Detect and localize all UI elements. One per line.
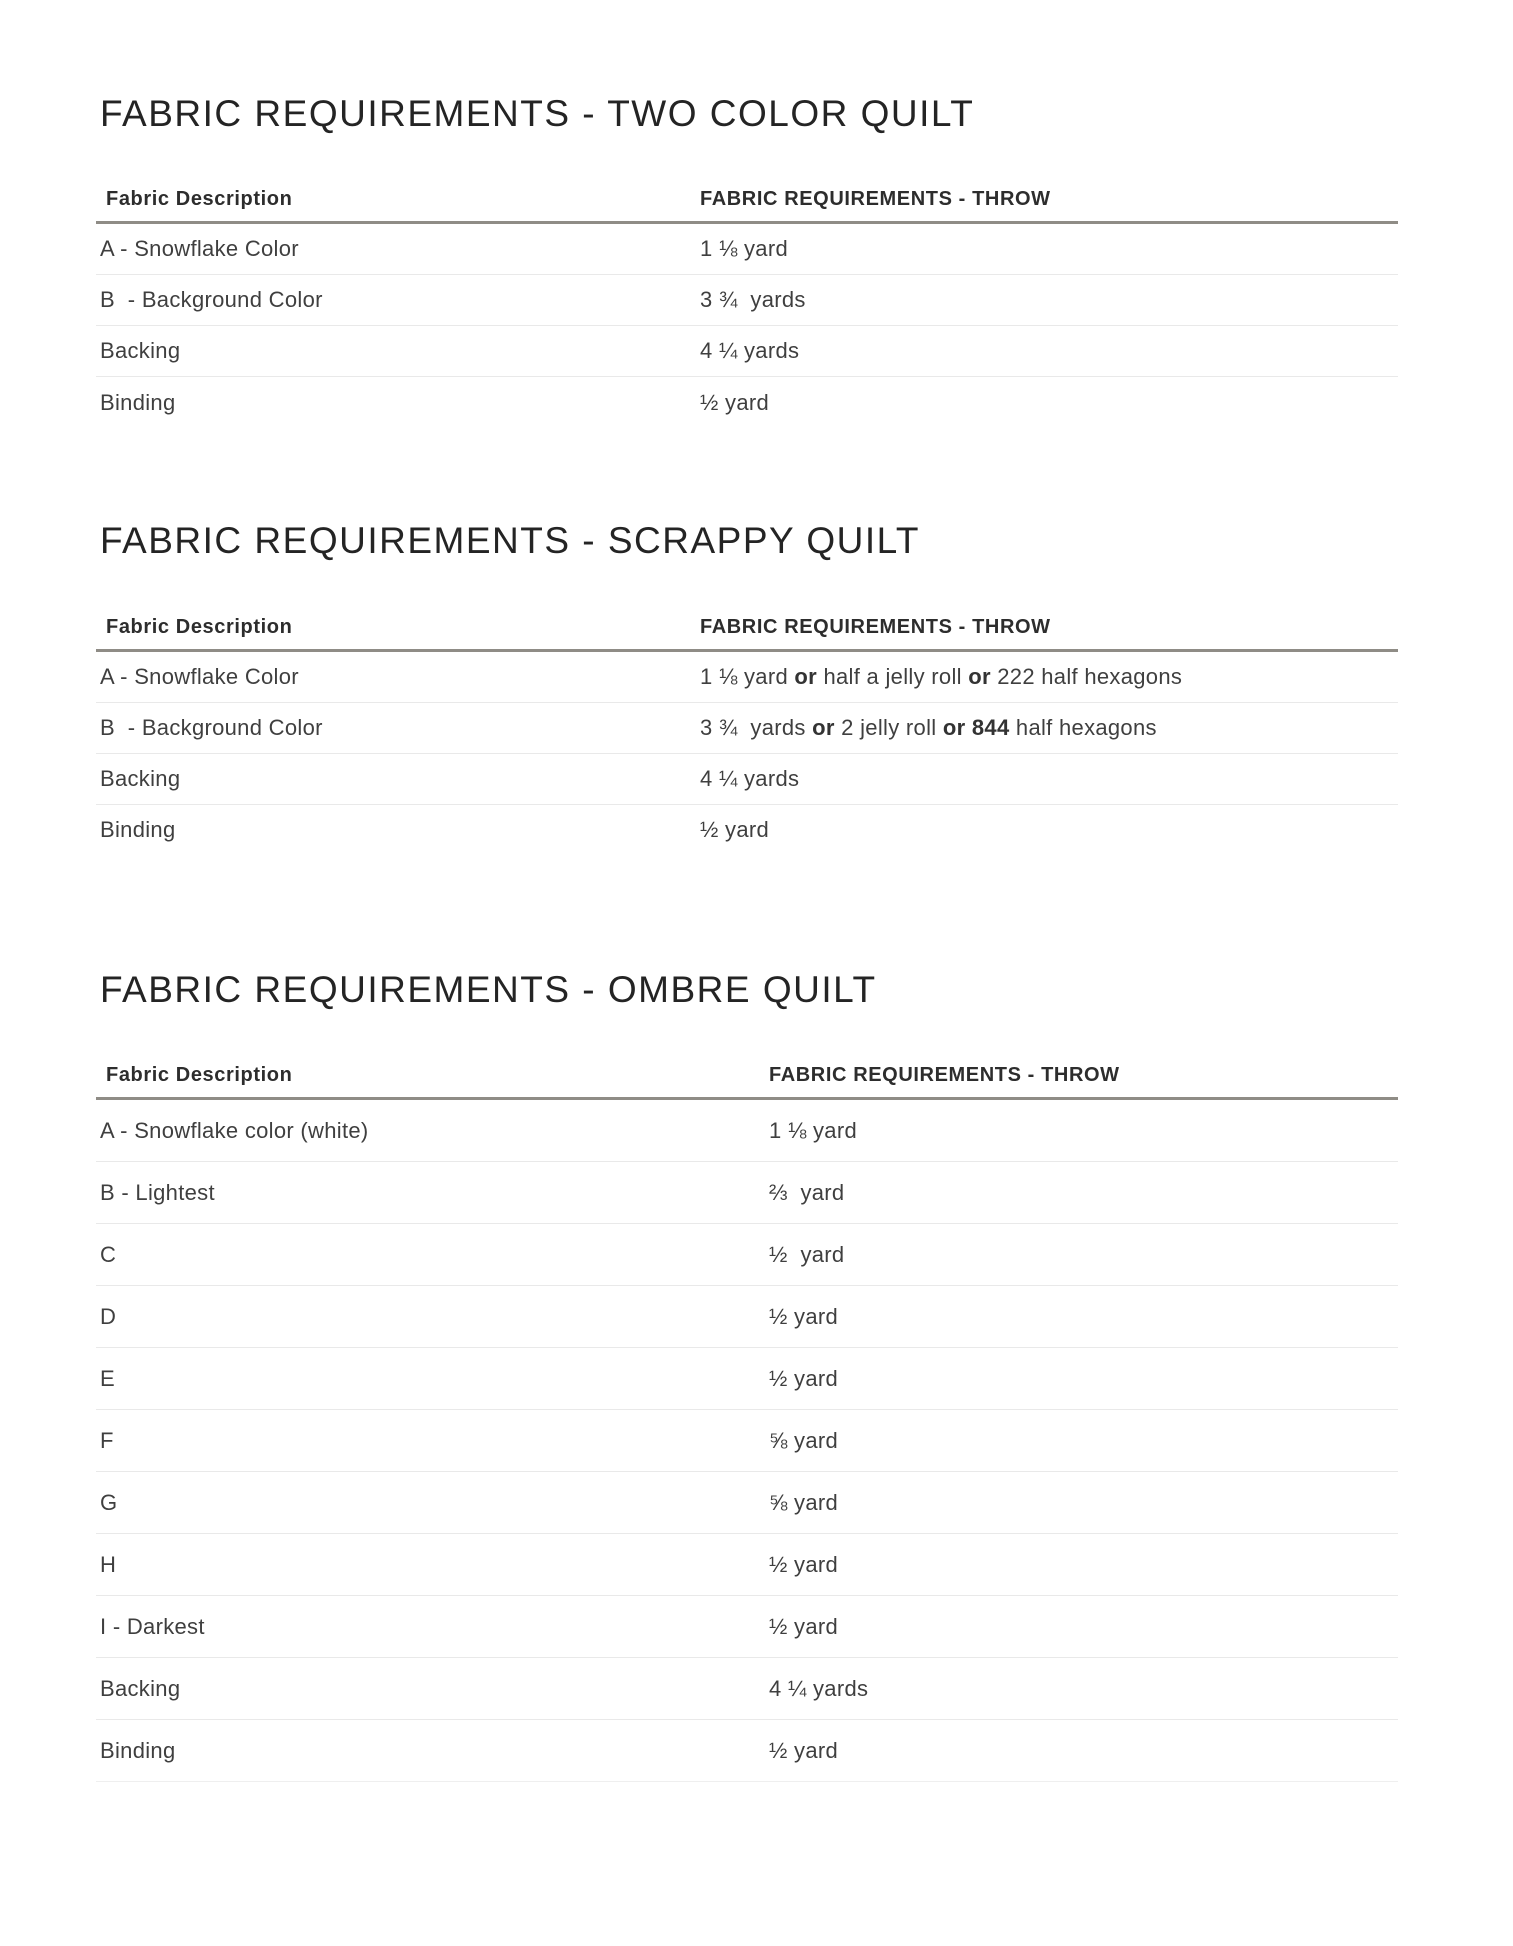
table-row — [96, 1472, 1398, 1534]
row-value: ½ yard — [769, 1551, 839, 1577]
column-header-requirements-throw: FABRIC REQUIREMENTS - THROW — [700, 615, 1051, 638]
row-label: A - Snowflake color (white) — [100, 1117, 369, 1143]
row-value: 4 ¼ yards — [700, 338, 800, 364]
row-label: B - Background Color — [100, 714, 323, 740]
column-header-requirements-throw: FABRIC REQUIREMENTS - THROW — [700, 188, 1051, 211]
row-label: C — [100, 1241, 117, 1267]
table-row — [96, 224, 1398, 275]
row-value: ½ yard — [769, 1737, 839, 1763]
row-value: ½ yard — [700, 817, 770, 843]
table-row — [96, 1534, 1398, 1596]
table-row — [96, 754, 1398, 805]
row-label: Backing — [100, 1675, 181, 1701]
row-value: ⅝ yard — [769, 1489, 839, 1515]
row-value: 1 ⅛ yard — [700, 236, 789, 262]
table-row — [96, 275, 1398, 326]
row-value: ⅔ yard — [769, 1179, 845, 1205]
table-row — [96, 805, 1398, 856]
row-value: 3 ¾ yards or 2 jelly roll or 844 half hexagons — [700, 714, 1157, 740]
section-title-ombre-quilt: FABRIC REQUIREMENTS - OMBRE QUILT — [100, 968, 877, 1010]
table-row — [96, 1658, 1398, 1720]
row-value: ½ yard — [769, 1613, 839, 1639]
column-header-requirements-throw: FABRIC REQUIREMENTS - THROW — [769, 1064, 1120, 1087]
table-row — [96, 1100, 1398, 1162]
row-value: ½ yard — [769, 1303, 839, 1329]
table-header — [96, 186, 1398, 224]
row-value: 4 ¼ yards — [700, 765, 800, 791]
section-scrappy-quilt — [96, 519, 1398, 855]
row-label: Binding — [100, 817, 176, 843]
row-label: B - Background Color — [100, 287, 323, 313]
row-label: D — [100, 1303, 117, 1329]
row-label: H — [100, 1551, 117, 1577]
column-header-fabric-description: Fabric Description — [106, 188, 293, 211]
row-value: 3 ¾ yards — [700, 287, 806, 313]
row-label: I - Darkest — [100, 1613, 205, 1639]
row-label: Binding — [100, 1737, 176, 1763]
fabric-table-scrappy — [96, 614, 1398, 856]
section-ombre-quilt — [96, 968, 1398, 1782]
row-value: ½ yard — [769, 1365, 839, 1391]
row-label: G — [100, 1489, 118, 1515]
column-header-fabric-description: Fabric Description — [106, 615, 293, 638]
fabric-table-two-color — [96, 186, 1398, 428]
fabric-table-ombre — [96, 1062, 1398, 1782]
table-row — [96, 1410, 1398, 1472]
row-value: ½ yard — [700, 389, 770, 415]
table-row — [96, 652, 1398, 703]
column-header-fabric-description: Fabric Description — [106, 1064, 293, 1087]
row-value: 1 ⅛ yard or half a jelly roll or 222 half hexagons — [700, 663, 1183, 689]
section-title-two-color-quilt: FABRIC REQUIREMENTS - TWO COLOR QUILT — [100, 93, 975, 134]
table-row — [96, 377, 1398, 428]
document-page — [96, 92, 1398, 1782]
row-value: 1 ⅛ yard — [769, 1117, 858, 1143]
table-row — [96, 326, 1398, 377]
row-label: A - Snowflake Color — [100, 236, 299, 262]
row-label: E — [100, 1365, 115, 1391]
table-row — [96, 1286, 1398, 1348]
row-label: Binding — [100, 389, 176, 415]
row-label: Backing — [100, 765, 181, 791]
table-row — [96, 1224, 1398, 1286]
table-header — [96, 1062, 1398, 1100]
table-row — [96, 703, 1398, 754]
row-label: A - Snowflake Color — [100, 663, 299, 689]
table-row — [96, 1596, 1398, 1658]
table-header — [96, 614, 1398, 652]
section-title-scrappy-quilt: FABRIC REQUIREMENTS - SCRAPPY QUILT — [100, 520, 921, 562]
row-label: B - Lightest — [100, 1179, 215, 1205]
row-label: Backing — [100, 338, 181, 364]
table-row — [96, 1720, 1398, 1782]
row-value: ⅝ yard — [769, 1427, 839, 1453]
row-value: 4 ¼ yards — [769, 1675, 869, 1701]
section-two-color-quilt — [96, 92, 1398, 428]
table-row — [96, 1348, 1398, 1410]
row-label: F — [100, 1427, 114, 1453]
table-row — [96, 1162, 1398, 1224]
row-value: ½ yard — [769, 1241, 845, 1267]
